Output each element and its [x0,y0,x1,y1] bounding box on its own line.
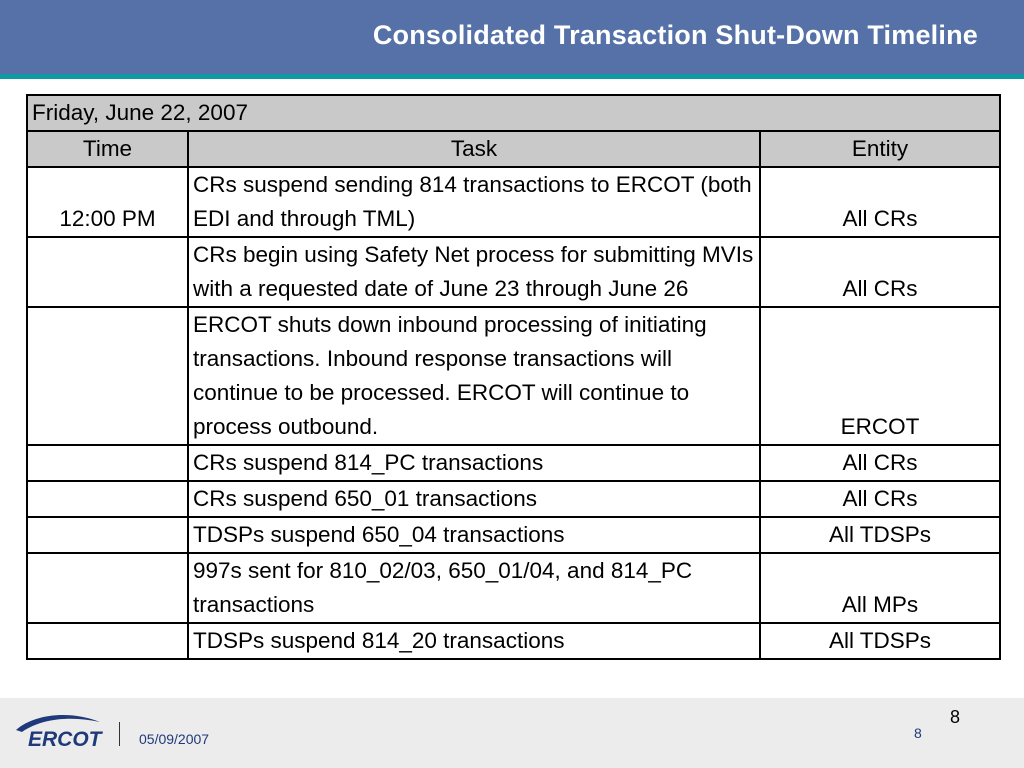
table-row [27,481,1000,517]
row-task: TDSPs suspend 650_04 transactions [188,517,760,553]
column-header-task: Task [188,131,760,167]
date-header-row [27,95,1000,131]
row-entity: All TDSPs [760,517,1000,553]
row-time [27,481,188,517]
row-entity: All CRs [760,481,1000,517]
table-row [27,445,1000,481]
row-time [27,307,188,445]
table-row [27,237,1000,307]
column-header-row [27,131,1000,167]
table-row [27,517,1000,553]
row-task: CRs suspend 650_01 transactions [188,481,760,517]
row-task: CRs begin using Safety Net process for submitting MVIs with a requested date of June 23 through June 26 [188,237,760,307]
row-time [27,237,188,307]
row-time [27,445,188,481]
row-task: ERCOT shuts down inbound processing of initiating transactions. Inbound response transactions will continue to be processed. ERCOT will continue to process outbound. [188,307,760,445]
page-number-footer: 8 [914,725,922,741]
column-header-time: Time [27,131,188,167]
column-header-entity: Entity [760,131,1000,167]
row-time [27,517,188,553]
logo-wordmark: ERCOT [28,728,102,751]
footer-date: 05/09/2007 [139,731,210,747]
row-time: 12:00 PM [27,167,188,237]
table-row [27,307,1000,445]
table-row [27,553,1000,623]
row-task: CRs suspend 814_PC transactions [188,445,760,481]
row-time [27,553,188,623]
row-entity: All TDSPs [760,623,1000,659]
timeline-table [26,94,1001,660]
page-number: 8 [950,707,961,727]
row-entity: All MPs [760,553,1000,623]
slide-title: Consolidated Transaction Shut-Down Timeline [372,20,978,50]
row-task: 997s sent for 810_02/03, 650_01/04, and 814_PC transactions [188,553,760,623]
title-bar-accent-stripe [0,74,1024,79]
row-entity: All CRs [760,445,1000,481]
date-header: Friday, June 22, 2007 [27,95,1000,131]
footer-divider [119,722,120,746]
row-entity: All CRs [760,167,1000,237]
row-time [27,623,188,659]
row-task: CRs suspend sending 814 transactions to ERCOT (both EDI and through TML) [188,167,760,237]
row-entity: All CRs [760,237,1000,307]
table-row [27,623,1000,659]
row-task: TDSPs suspend 814_20 transactions [188,623,760,659]
table-row [27,167,1000,237]
ercot-logo [12,708,104,752]
row-entity: ERCOT [760,307,1000,445]
